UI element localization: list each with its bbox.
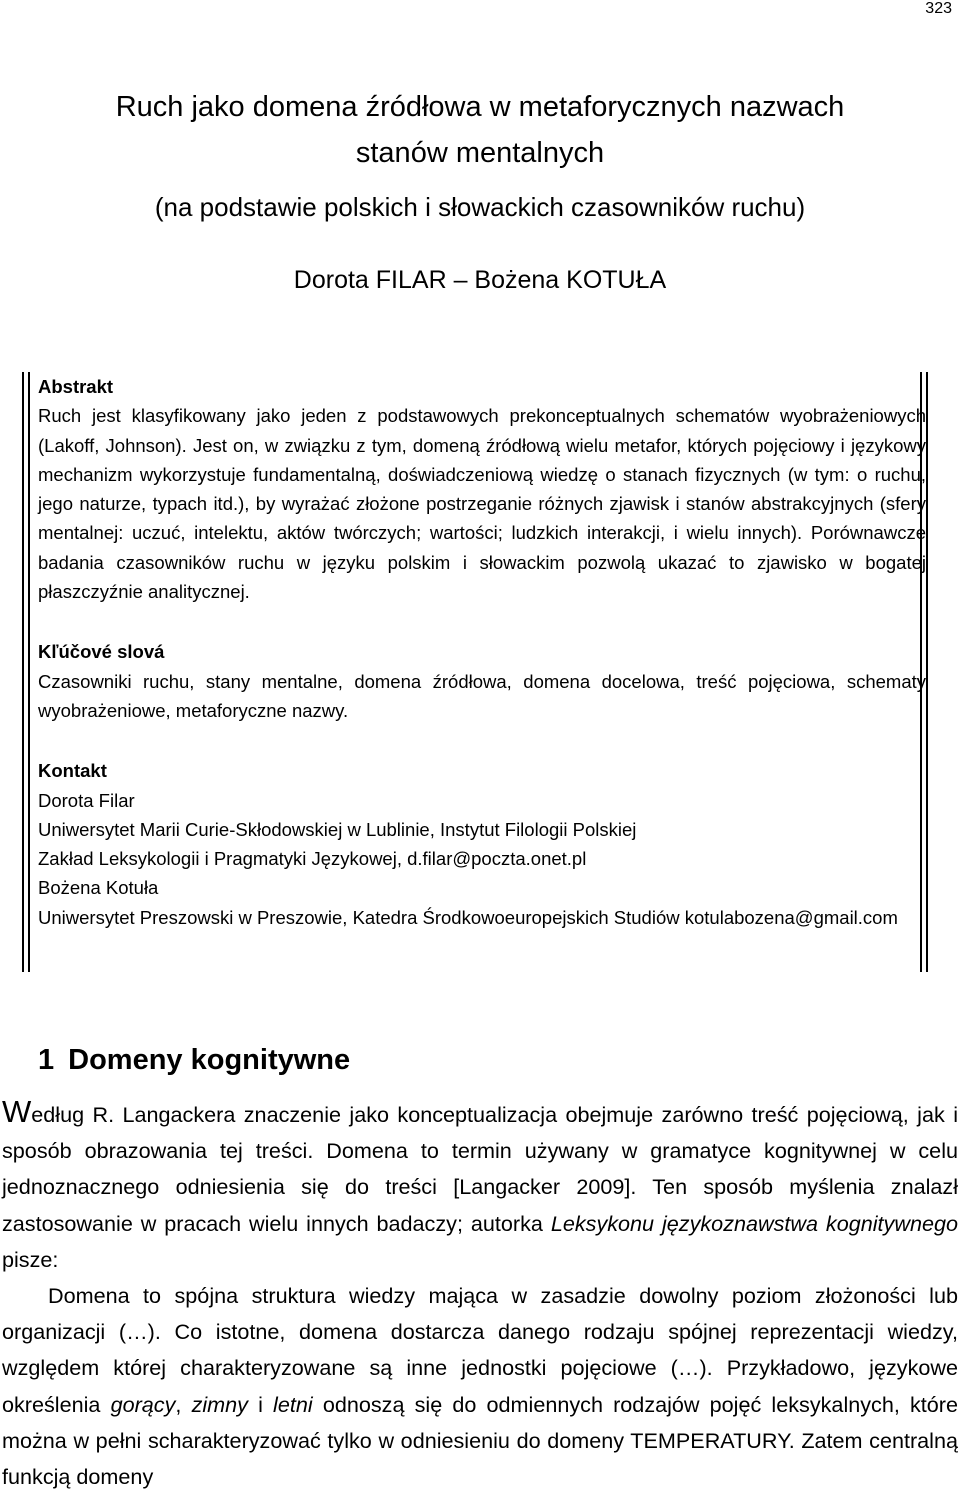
section-heading: [38, 1044, 350, 1077]
contact-line: Bożena Kotuła: [38, 877, 159, 899]
contact-heading: Kontakt: [38, 760, 107, 782]
section-number: 1: [38, 1044, 55, 1076]
quote-text: Domena to spójna struktura wiedzy mająca w zasadzie dowolny poziom złożoności lub organizacji (…). Co istotne, domena dostarcza danego rodzaju spójnej reprezentacji wiedzy, względem której charakteryzowane są inne jednostki pojęciowe (…). Przykładowo, językowe określenia: [2, 1283, 958, 1417]
contact-line: Zakład Leksykologii i Pragmatyki Językowej, d.filar@poczta.onet.pl: [38, 848, 587, 870]
section-title: Domeny kognitywne: [68, 1044, 351, 1076]
body-paragraph-end: pisze:: [2, 1246, 59, 1272]
drop-cap: W: [2, 1094, 32, 1129]
quote-text-end: odnoszą się do odmiennych rodzajów pojęć leksykalnych, które można w pełni scharakteryzować tylko w odniesieniu do domeny TEMPERATURY. Zatem centralną funkcją domeny: [2, 1391, 959, 1490]
keywords-text: Czasowniki ruchu, stany mentalne, domena źródłowa, domena docelowa, treść pojęciowa, schematy wyobrażeniowe, metaforyczne nazwy.: [38, 670, 926, 721]
paper-subtitle: (na podstawie polskich i słowackich czasowników ruchu): [154, 192, 806, 222]
quote-separator: ,: [175, 1391, 192, 1417]
paper-authors: Dorota FILAR – Bożena KOTUŁA: [293, 266, 667, 294]
contact-line: Uniwersytet Marii Curie-Skłodowskiej w Lublinie, Instytut Filologii Polskiej: [38, 818, 637, 840]
block-quote: [2, 1278, 958, 1495]
term-letni: letni: [273, 1391, 313, 1417]
contact-line: Uniwersytet Preszowski w Preszowie, Katedra Środkowoeuropejskich Studiów kotulabozena@gmail.com: [38, 906, 898, 928]
keywords-heading: Kľúčové slová: [38, 641, 165, 663]
quote-separator: i: [247, 1391, 274, 1417]
frame-right-rule: [926, 372, 928, 972]
term-goracy: gorący: [110, 1391, 176, 1417]
frame-left-rule-inner: [28, 372, 30, 972]
body-paragraph-text: edług R. Langackera znaczenie jako konceptualizacja obejmuje zarówno treść pojęciową, jak i sposób obrazowania tej treści. Domena to termin używany w gramatyce kognitywnej w celu jednoznacznego odniesienia się do treści [Langacker 2009]. Ten sposób myślenia znalazł zastosowanie w pracach wielu innych badaczy; autorka: [2, 1102, 958, 1236]
page-number: 323: [925, 0, 952, 17]
body-text: [0, 1094, 960, 1495]
frame-left-rule: [22, 372, 24, 972]
abstract-heading: Abstrakt: [38, 376, 114, 397]
abstract-box: [38, 372, 926, 932]
title-block: [0, 84, 960, 296]
contact-line: Dorota Filar: [38, 789, 135, 811]
abstract-text: Ruch jest klasyfikowany jako jeden z podstawowych prekonceptualnych schematów wyobrażeniowych (Lakoff, Johnson). Jest on, w związku z tym, domeną źródłową wielu metafor, których pojęciowy i językowy mechanizm wykorzystuje fundamentalną, doświadczeniową wiedzę o stanach fizycznych (w tym: o ruchu, jego naturze, typach itd.), by wyrażać złożone postrzeganie różnych zjawisk i stanów abstrakcyjnych (sfery mentalnej: uczuć, intelektu, aktów twórczych; wartości; ludzkich interakcji, i wielu innych). Porównawcze badania czasowników ruchu w języku polskim i słowackim pozwolą ukazać to zjawisko w bogatej płaszczyźnie analitycznej.: [38, 405, 926, 603]
paper-title: [0, 84, 960, 176]
term-zimny: zimny: [191, 1391, 248, 1417]
paper-title-line-2: stanów mentalnych: [355, 137, 605, 169]
book-title: Leksykonu językoznawstwa kognitywnego: [550, 1210, 958, 1236]
body-paragraph: [2, 1094, 958, 1278]
paper-title-line-1: Ruch jako domena źródłowa w metaforycznych nazwach: [115, 91, 845, 123]
